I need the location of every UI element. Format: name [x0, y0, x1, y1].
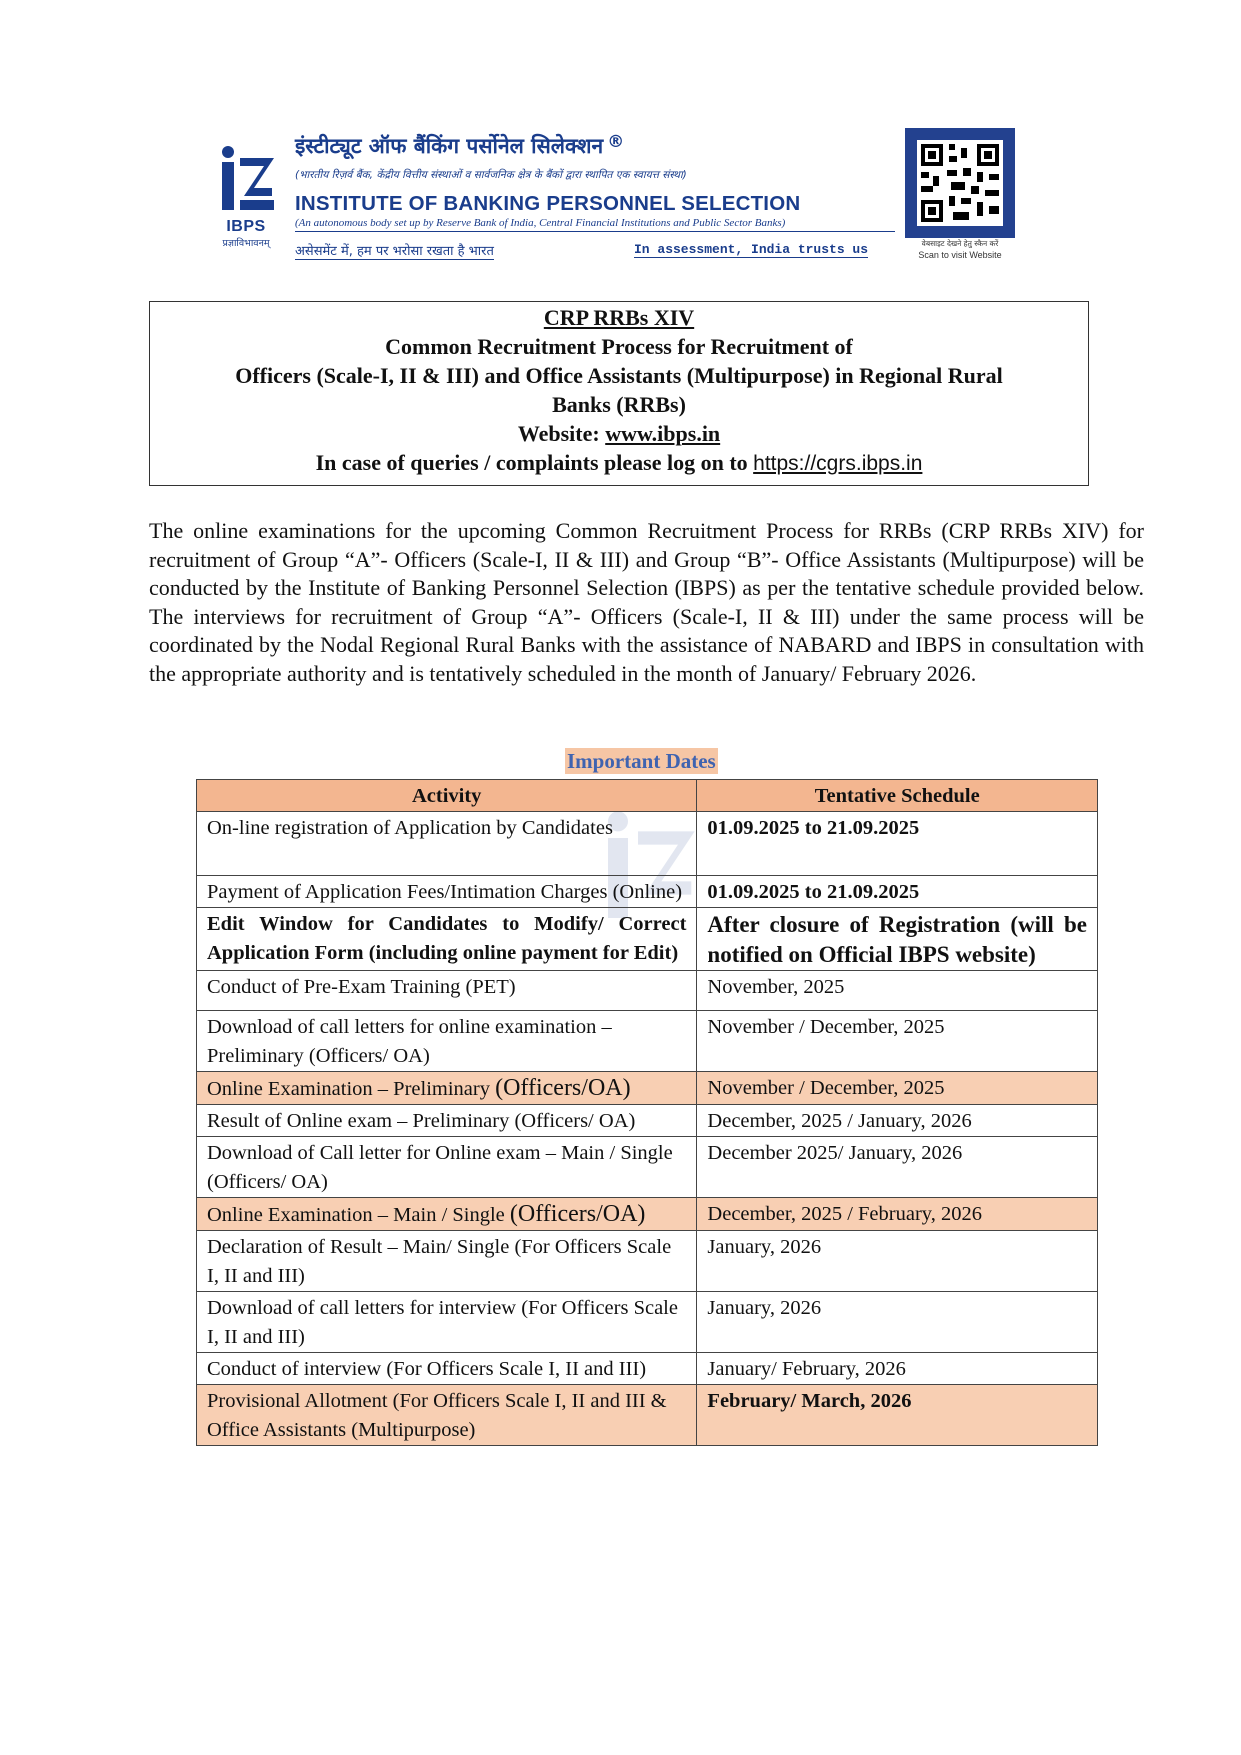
activity-cell: Payment of Application Fees/Intimation Charges (Online)	[197, 876, 697, 908]
table-header-row	[197, 780, 1098, 812]
important-dates-table	[196, 779, 1098, 1446]
activity-cell: Download of Call letter for Online exam – Main / Single (Officers/ OA)	[197, 1137, 697, 1198]
website-link[interactable]: www.ibps.in	[605, 421, 721, 446]
schedule-cell: January, 2026	[697, 1292, 1098, 1353]
notice-code: CRP RRBs XIV	[543, 305, 695, 330]
schedule-cell: January/ February, 2026	[697, 1353, 1098, 1385]
table-row	[197, 876, 1098, 908]
notice-header-box	[149, 301, 1089, 486]
schedule-cell: December 2025/ January, 2026	[697, 1137, 1098, 1198]
qr-caption-english: Scan to visit Website	[918, 250, 1002, 260]
schedule-cell: December, 2025 / January, 2026	[697, 1105, 1098, 1137]
logo-text: IBPS	[226, 218, 266, 235]
table-row	[197, 1231, 1098, 1292]
qr-caption-hindi: वेबसाइट देखने हेतु स्कैन करें	[921, 239, 999, 248]
activity-cell: Download of call letters for interview (For Officers Scale I, II and III)	[197, 1292, 697, 1353]
notice-title-line: Banks (RRBs)	[552, 392, 686, 417]
table-row	[197, 1292, 1098, 1353]
activity-cell: Online Examination – Preliminary (Officers/OA)	[197, 1072, 697, 1105]
table-row	[197, 1353, 1098, 1385]
letterhead	[207, 128, 1027, 263]
table-row	[197, 1198, 1098, 1231]
important-dates-title: Important Dates	[567, 749, 716, 773]
notice-title-line: Officers (Scale-I, II & III) and Office Assistants (Multipurpose) in Regional Rural	[235, 363, 1003, 388]
table-row	[197, 1385, 1098, 1446]
activity-cell: Online Examination – Main / Single (Officers/OA)	[197, 1198, 697, 1231]
hindi-tagline: असेसमेंट में, हम पर भरोसा रखता है भारत	[295, 241, 494, 260]
schedule-cell: November / December, 2025	[697, 1011, 1098, 1072]
schedule-cell: January, 2026	[697, 1231, 1098, 1292]
table-row	[197, 908, 1098, 971]
schedule-cell: November, 2025	[697, 971, 1098, 1011]
hindi-subtitle: (भारतीय रिज़र्व बैंक, केंद्रीय वित्तीय संस्थाओं व सार्वजनिक क्षेत्र के बैंकों द्वारा स्थापित एक स्वायत्त संस्था)	[295, 169, 687, 181]
activity-cell: Conduct of interview (For Officers Scale I, II and III)	[197, 1353, 697, 1385]
table-row	[197, 1011, 1098, 1072]
qr-code-icon	[917, 140, 1003, 226]
activity-cell: Declaration of Result – Main/ Single (For Officers Scale I, II and III)	[197, 1231, 697, 1292]
logo-motto: प्रज्ञाविभावनम्	[222, 238, 270, 249]
registered-mark: ®	[607, 132, 625, 152]
schedule-cell: November / December, 2025	[697, 1072, 1098, 1105]
schedule-cell: December, 2025 / February, 2026	[697, 1198, 1098, 1231]
qr-code	[905, 128, 1015, 238]
activity-cell: Conduct of Pre-Exam Training (PET)	[197, 971, 697, 1011]
table-row	[197, 971, 1098, 1011]
website-line: Website: www.ibps.in	[517, 421, 721, 446]
notice-title-line: Common Recruitment Process for Recruitment of	[385, 334, 853, 359]
column-header-activity: Activity	[197, 780, 697, 812]
activity-cell: Provisional Allotment (For Officers Scale I, II and III & Office Assistants (Multipurpose)	[197, 1385, 697, 1446]
schedule-cell: February/ March, 2026	[697, 1385, 1098, 1446]
table-row	[197, 1137, 1098, 1198]
schedule-cell: 01.09.2025 to 21.09.2025	[697, 876, 1098, 908]
table-row	[197, 1072, 1098, 1105]
table-row	[197, 812, 1098, 876]
hindi-title: इंस्टीट्यूट ऑफ बैंकिंग पर्सोनेल सिलेक्शन ®	[295, 132, 625, 158]
schedule-cell: 01.09.2025 to 21.09.2025	[697, 812, 1098, 876]
ibps-emblem-icon	[214, 144, 278, 216]
english-title: INSTITUTE OF BANKING PERSONNEL SELECTION	[295, 192, 801, 215]
activity-cell: On-line registration of Application by Candidates	[197, 812, 697, 876]
query-line: In case of queries / complaints please log on to https://cgrs.ibps.in	[315, 450, 923, 475]
activity-cell: Edit Window for Candidates to Modify/ Correct Application Form (including online payment for Edit)	[197, 908, 697, 971]
activity-cell: Download of call letters for online examination – Preliminary (Officers/ OA)	[197, 1011, 697, 1072]
intro-paragraph: The online examinations for the upcoming Common Recruitment Process for RRBs (CRP RRBs XIV) for recruitment of Group “A”- Officers (Scale-I, II & III) and Group “B”- Office Assistants (Multipurpose) will be conducted by the Institute of Banking Personnel Selection (IBPS) as per the tentative schedule provided below. The interviews for recruitment of Group “A”- Officers (Scale-I, II & III) under the same process will be coordinated by the Nodal Regional Rural Banks with the assistance of NABARD and IBPS in consultation with the appropriate authority and is tentatively scheduled in the month of January/ February 2026.	[149, 518, 1144, 686]
column-header-schedule: Tentative Schedule	[697, 780, 1098, 812]
cgrs-link[interactable]: https://cgrs.ibps.in	[753, 452, 923, 475]
english-subtitle: (An autonomous body set up by Reserve Bank of India, Central Financial Institutions and Public Sector Banks)	[295, 217, 895, 232]
english-tagline: In assessment, India trusts us	[634, 242, 869, 257]
activity-cell: Result of Online exam – Preliminary (Officers/ OA)	[197, 1105, 697, 1137]
ibps-logo	[212, 140, 280, 252]
table-row	[197, 1105, 1098, 1137]
schedule-cell: After closure of Registration (will be notified on Official IBPS website)	[697, 908, 1098, 971]
